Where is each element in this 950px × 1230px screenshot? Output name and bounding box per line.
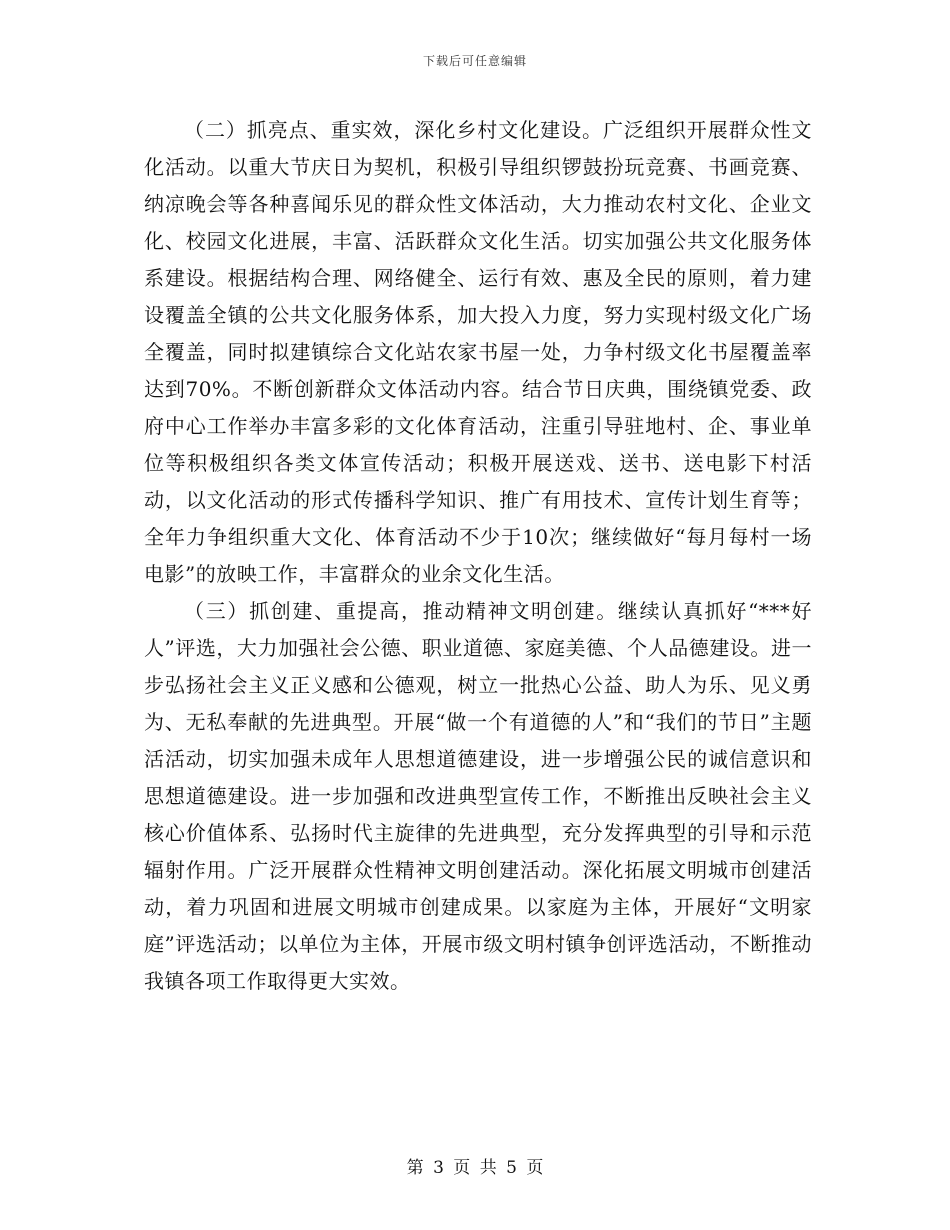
page-header: 下载后可任意编辑 <box>422 54 527 68</box>
page-number: 第 3 页 共 5 页 <box>406 1158 544 1178</box>
document-body <box>144 112 812 1000</box>
paragraph-civilization-creation: （三）抓创建、重提高，推动精神文明创建。继续认真抓好“***好人”评选，大力加强社会公德、职业道德、家庭美德、个人品德建设。进一步弘扬社会主义正义感和公德观，树立一批热心公益、助人为乐、见义勇为、无私奉献的先进典型。开展“做一个有道德的人”和“我们的节日”主题活活动，切实加强未成年人思想道德建设，进一步增强公民的诚信意识和思想道德建设。进一步加强和改进典型宣传工作，不断推出反映社会主义核心价值体系、弘扬时代主旋律的先进典型，充分发挥典型的引导和示范辐射作用。广泛开展群众性精神文明创建活动。深化拓展文明城市创建活动，着力巩固和进展文明城市创建成果。以家庭为主体，开展好“文明家庭”评选活动；以单位为主体，开展市级文明村镇争创评选活动，不断推动我镇各项工作取得更大实效。 <box>144 599 812 993</box>
paragraph-culture-construction: （二）抓亮点、重实效，深化乡村文化建设。广泛组织开展群众性文化活动。以重大节庆日为契机，积极引导组织锣鼓扮玩竞赛、书画竞赛、纳凉晚会等各种喜闻乐见的群众性文体活动，大力推动农村文化、企业文化、校园文化进展，丰富、活跃群众文化生活。切实加强公共文化服务体系建设。根据结构合理、网络健全、运行有效、惠及全民的原则，着力建设覆盖全镇的公共文化服务体系，加大投入力度，努力实现村级文化广场全覆盖，同时拟建镇综合文化站农家书屋一处，力争村级文化书屋覆盖率达到70%。不断创新群众文体活动内容。结合节日庆典，围绕镇党委、政府中心工作举办丰富多彩的文化体育活动，注重引导驻地村、企、事业单位等积极组织各类文体宣传活动；积极开展送戏、送书、送电影下村活动，以文化活动的形式传播科学知识、推广有用技术、宣传计划生育等；全年力争组织重大文化、体育活动不少于10次；继续做好“每月每村一场电影”的放映工作，丰富群众的业余文化生活。 <box>144 118 812 586</box>
